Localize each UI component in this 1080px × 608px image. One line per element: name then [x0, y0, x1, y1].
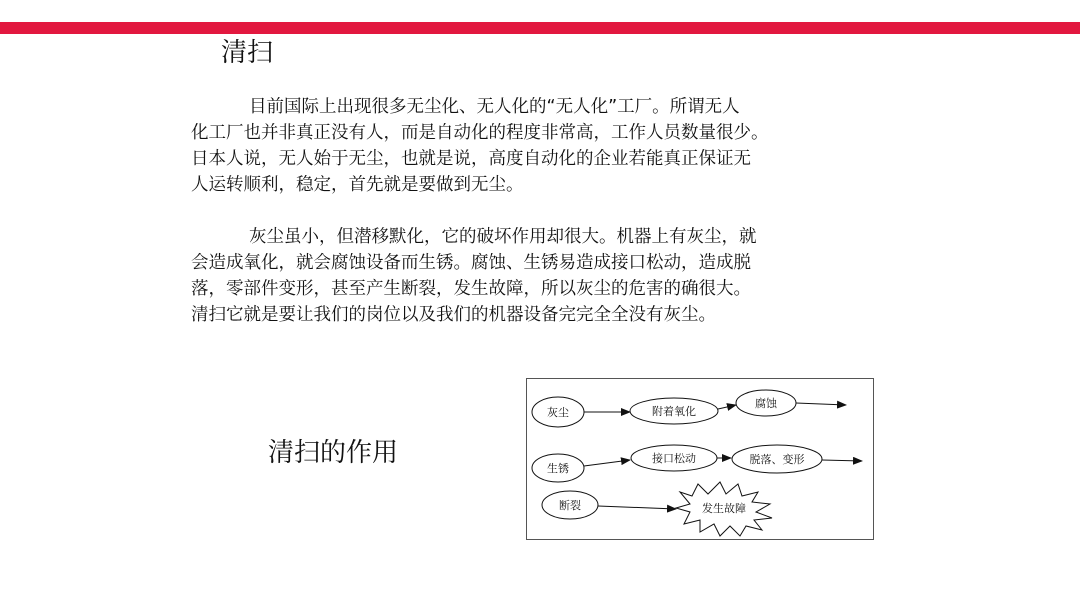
node-failure-label: 发生故障	[702, 502, 746, 515]
paragraph-dust-free	[191, 94, 857, 198]
paragraph-line: 落，零部件变形，甚至产生断裂，发生故障，所以灰尘的危害的确很大。	[191, 279, 751, 299]
paragraph-dust-harm	[191, 224, 857, 328]
paragraph-line: 灰尘虽小，但潜移默化，它的破坏作用却很大。机器上有灰尘，就	[249, 227, 757, 247]
node-break-label: 断裂	[559, 499, 581, 512]
node-rust-label: 生锈	[547, 462, 569, 475]
paragraph-line: 清扫它就是要让我们的岗位以及我们的机器设备完完全全没有灰尘。	[191, 305, 716, 325]
top-accent-bar	[0, 22, 1080, 34]
paragraph-line: 日本人说，无人始于无尘，也就是说，高度自动化的企业若能真正保证无	[191, 149, 751, 169]
page-title: 清扫	[221, 38, 274, 68]
paragraph-line: 人运转顺利，稳定，首先就是要做到无尘。	[191, 175, 524, 195]
paragraph-line: 会造成氧化，就会腐蚀设备而生锈。腐蚀、生锈易造成接口松动，造成脱	[191, 253, 751, 273]
node-detach-label: 脱落、变形	[749, 453, 805, 466]
paragraph-line: 化工厂也并非真正没有人，而是自动化的程度非常高，工作人员数量很少。	[191, 123, 769, 143]
node-loose-label: 接口松动	[652, 452, 696, 465]
section-subtitle: 清扫的作用	[268, 438, 399, 468]
node-oxidation-label: 附着氧化	[652, 405, 696, 418]
cleaning-effect-diagram	[526, 378, 874, 540]
paragraph-line: 目前国际上出现很多无尘化、无人化的“无人化”工厂。所谓无人	[249, 97, 740, 117]
node-dust-label: 灰尘	[547, 406, 569, 419]
node-corrosion-label: 腐蚀	[755, 397, 777, 410]
